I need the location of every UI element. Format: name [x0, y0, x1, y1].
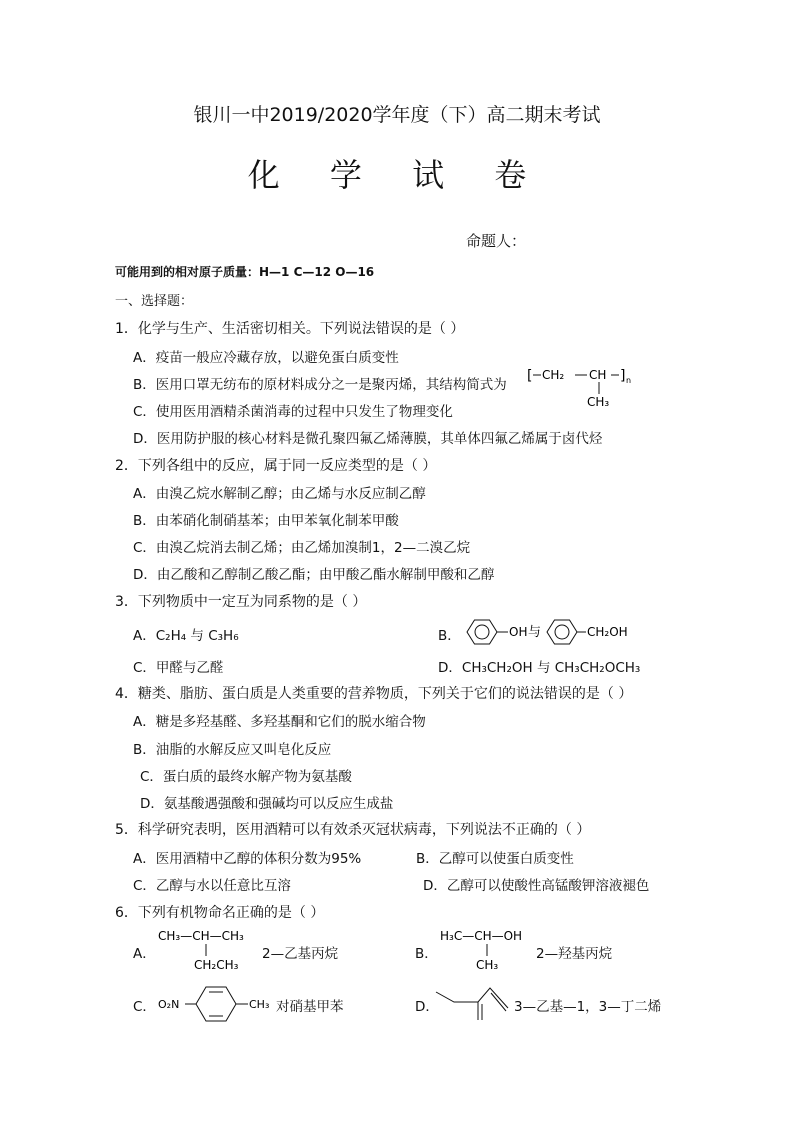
question-2-option-c: C．由溴乙烷消去制乙烯；由乙烯加溴制1，2—二溴乙烷	[133, 540, 471, 556]
atomic-masses: 可能用到的相对原子质量：H—1 C—12 O—16	[115, 265, 375, 279]
svg-text:[: [	[527, 368, 533, 384]
question-4-option-c: C．蛋白质的最终水解产物为氨基酸	[140, 769, 352, 785]
q6b-main-chain: H₃C—CH—OH	[440, 929, 523, 943]
question-6b-structure	[438, 926, 534, 974]
benzyl-ch2oh: CH₂OH	[587, 625, 628, 639]
question-1-stem: 1．化学与生产、生活密切相关。下列说法错误的是（ ）	[115, 321, 465, 337]
question-3-option-d: D．CH₃CH₂OH 与 CH₃CH₂OCH₃	[438, 660, 641, 676]
structure-ch: CH	[589, 368, 607, 382]
question-5-option-b: B．乙醇可以使蛋白质变性	[416, 851, 574, 867]
question-5-option-a: A．医用酒精中乙醇的体积分数为95%	[133, 851, 362, 867]
question-2-option-a: A．由溴乙烷水解制乙醇；由乙烯与水反应制乙醇	[133, 486, 426, 502]
question-1-option-a: A．疫苗一般应冷藏存放，以避免蛋白质变性	[133, 350, 399, 366]
q6a-main-chain: CH₃—CH—CH₃	[158, 929, 244, 943]
structure-ch3: CH₃	[587, 395, 610, 409]
phenol-oh: OH	[509, 625, 528, 639]
q6c-methyl: CH₃	[249, 998, 270, 1011]
question-6c-structure	[156, 984, 274, 1024]
q6c-nitro: O₂N	[158, 998, 180, 1011]
question-6-option-a: A．	[133, 946, 156, 962]
question-5-stem: 5．科学研究表明，医用酒精可以有效杀灭冠状病毒，下列说法不正确的（ ）	[115, 822, 591, 838]
svg-text:]: ]	[620, 368, 626, 384]
question-6b-name: 2—羟基丙烷	[536, 946, 613, 962]
question-4-option-b: B．油脂的水解反应又叫皂化反应	[133, 742, 332, 758]
question-6-stem: 6．下列有机物命名正确的是（ ）	[115, 905, 325, 921]
question-5-option-c: C．乙醇与水以任意比互溶	[133, 878, 291, 894]
question-3-stem: 3．下列物质中一定互为同系物的是（ ）	[115, 594, 367, 610]
q6b-branch: CH₃	[476, 958, 499, 972]
question-6-option-c: C．	[133, 999, 156, 1015]
question-6c-name: 对硝基甲苯	[276, 999, 344, 1015]
question-6d-skeletal-structure	[432, 982, 516, 1024]
polypropylene-structure	[525, 364, 635, 410]
question-4-option-a: A．糖是多羟基醛、多羟基酮和它们的脱水缩合物	[133, 714, 426, 730]
question-6d-name: 3—乙基—1，3—丁二烯	[514, 999, 662, 1015]
structure-n: n	[626, 376, 632, 385]
section-heading: 一、选择题：	[115, 294, 194, 309]
question-3-option-b: B．	[438, 628, 461, 644]
question-6a-structure	[156, 926, 260, 974]
question-3-option-a: A．C₂H₄ 与 C₃H₆	[133, 628, 239, 644]
phenol-benzyl-alcohol-structures	[458, 616, 638, 648]
question-1-option-b: B．医用口罩无纺布的原材料成分之一是聚丙烯，其结构简式为	[133, 377, 507, 393]
school-exam-line: 银川一中2019/2020学年度（下）高二期末考试	[193, 104, 601, 126]
word-and: 与	[528, 625, 542, 640]
question-5-option-d: D．乙醇可以使酸性高锰酸钾溶液褪色	[423, 878, 650, 894]
question-4-option-d: D．氨基酸遇强酸和强碱均可以反应生成盐	[140, 796, 394, 812]
question-2-option-d: D．由乙酸和乙醇制乙酸乙酯；由甲酸乙酯水解制甲酸和乙醇	[133, 567, 495, 583]
q6a-branch: CH₂CH₃	[194, 958, 239, 972]
structure-ch2: CH₂	[542, 368, 565, 382]
question-4-stem: 4．糖类、脂肪、蛋白质是人类重要的营养物质，下列关于它们的说法错误的是（ ）	[115, 686, 633, 702]
question-3-option-c: C．甲醛与乙醛	[133, 660, 224, 676]
question-2-option-b: B．由苯硝化制硝基苯；由甲苯氧化制苯甲酸	[133, 513, 399, 529]
author-label: 命题人：	[466, 232, 527, 250]
question-1-option-d: D．医用防护服的核心材料是微孔聚四氟乙烯薄膜，其单体四氟乙烯属于卤代烃	[133, 431, 603, 447]
question-6a-name: 2—乙基丙烷	[262, 946, 339, 962]
question-1-option-c: C．使用医用酒精杀菌消毒的过程中只发生了物理变化	[133, 404, 453, 420]
question-6-option-d: D．	[415, 999, 439, 1015]
paper-title: 化 学 试 卷	[247, 156, 547, 194]
question-2-stem: 2．下列各组中的反应，属于同一反应类型的是（ ）	[115, 458, 437, 474]
question-6-option-b: B．	[415, 946, 438, 962]
